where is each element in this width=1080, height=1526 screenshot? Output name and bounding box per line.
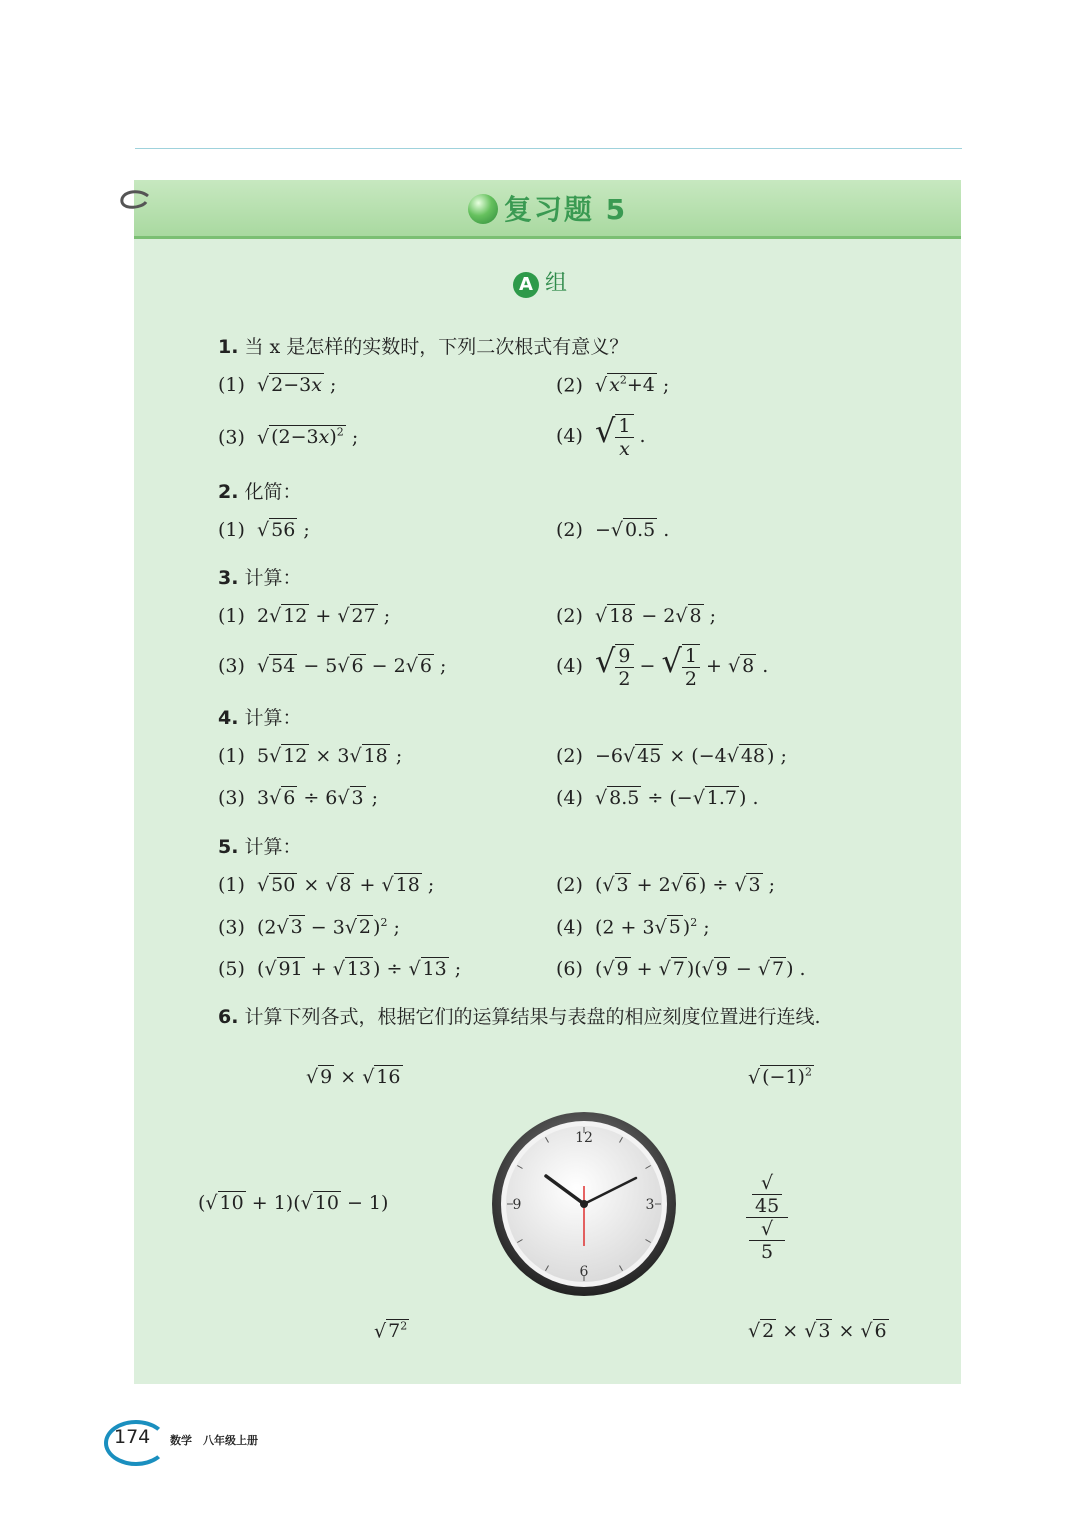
q5-item-4: (4) (2 + 3√ 5 )$^2$ ;	[556, 916, 710, 939]
question-6: 6. 计算下列各式，根据它们的运算结果与表盘的相应刻度位置进行连线.	[218, 1006, 821, 1028]
top-rule	[135, 148, 962, 149]
page-number: 174	[114, 1426, 151, 1448]
q5-item-6: (6) (√ 9 + √ 7 )(√ 9 − √ 7 ) .	[556, 958, 806, 980]
q2-item-2: (2) −√ 0.5 .	[556, 519, 670, 541]
q1-item-2: (2) √ $x^2+4$ ;	[556, 374, 670, 397]
question-1: 1. 当 x 是怎样的实数时，下列二次根式有意义？	[218, 336, 629, 358]
q5-item-2: (2) (√ 3 + 2√ 6 ) ÷ √ 3 ;	[556, 874, 775, 896]
question-2: 2. 化简：	[218, 481, 302, 503]
q3-item-3: (3) √ 54 − 5√ 6 − 2√ 6 ;	[218, 655, 447, 677]
green-ball-icon	[468, 194, 498, 224]
q1-item-3: (3) √ $(2-3x)^2$ ;	[218, 426, 359, 449]
question-3: 3. 计算：	[218, 567, 302, 589]
q6-expr-top-left: √ 9 × √ 16	[306, 1066, 401, 1088]
q1-item-4: (4) √ $\frac{1}{x}$ .	[556, 412, 646, 460]
q2-item-1: (1) √ 56 ;	[218, 519, 310, 541]
q6-expr-bottom-left: √ $7^2$	[374, 1320, 408, 1343]
q6-expr-mid-left: (√ 10 + 1)(√ 10 − 1)	[198, 1192, 389, 1214]
clock-face-icon	[490, 1110, 678, 1298]
clock-label-12: 12	[575, 1130, 593, 1146]
clock-label-9: 9	[512, 1197, 522, 1213]
q5-item-1: (1) √ 50 × √ 8 + √ 18 ;	[218, 874, 435, 896]
group-label: 组	[544, 271, 567, 296]
q4-item-3: (3) 3√ 6 ÷ 6√ 3 ;	[218, 787, 379, 809]
section-title: 复习题 5	[503, 193, 628, 226]
q4-item-2: (2) −6√ 45 × (−4√ 48 ) ;	[556, 745, 787, 767]
q3-item-2: (2) √ 18 − 2√ 8 ;	[556, 605, 717, 627]
q6-expr-mid-right: √ 45 √ 5	[746, 1172, 788, 1263]
clock-label-3: 3	[645, 1197, 655, 1213]
q5-item-3: (3) (2√ 3 − 3√ 2 )$^2$ ;	[218, 916, 400, 939]
q3-item-4: (4) √ $\frac{9}{2}$ − √ $\frac{1}{2}$ + √ 8 .	[556, 642, 769, 690]
q3-item-1: (1) 2√ 12 + √ 27 ;	[218, 605, 391, 627]
q6-expr-top-right: √ $(-1)^2$	[748, 1066, 812, 1089]
footer-book-title: 数学 八年级上册	[170, 1434, 258, 1447]
question-5: 5. 计算：	[218, 836, 302, 858]
question-4: 4. 计算：	[218, 707, 302, 729]
q6-expr-bottom-right: √ 2 × √ 3 × √ 6	[748, 1320, 887, 1342]
q4-item-1: (1) 5√ 12 × 3√ 18 ;	[218, 745, 403, 767]
q5-item-5: (5) (√ 91 + √ 13 ) ÷ √ 13 ;	[218, 958, 462, 980]
clock-label-6: 6	[579, 1264, 589, 1280]
group-letter-badge: A	[513, 272, 539, 298]
section-banner	[134, 180, 961, 239]
q4-item-4: (4) √ 8.5 ÷ (−√ 1.7 ) .	[556, 787, 759, 809]
q1-item-1: (1) √ 2−3x ;	[218, 374, 337, 396]
group-heading	[0, 266, 1080, 298]
